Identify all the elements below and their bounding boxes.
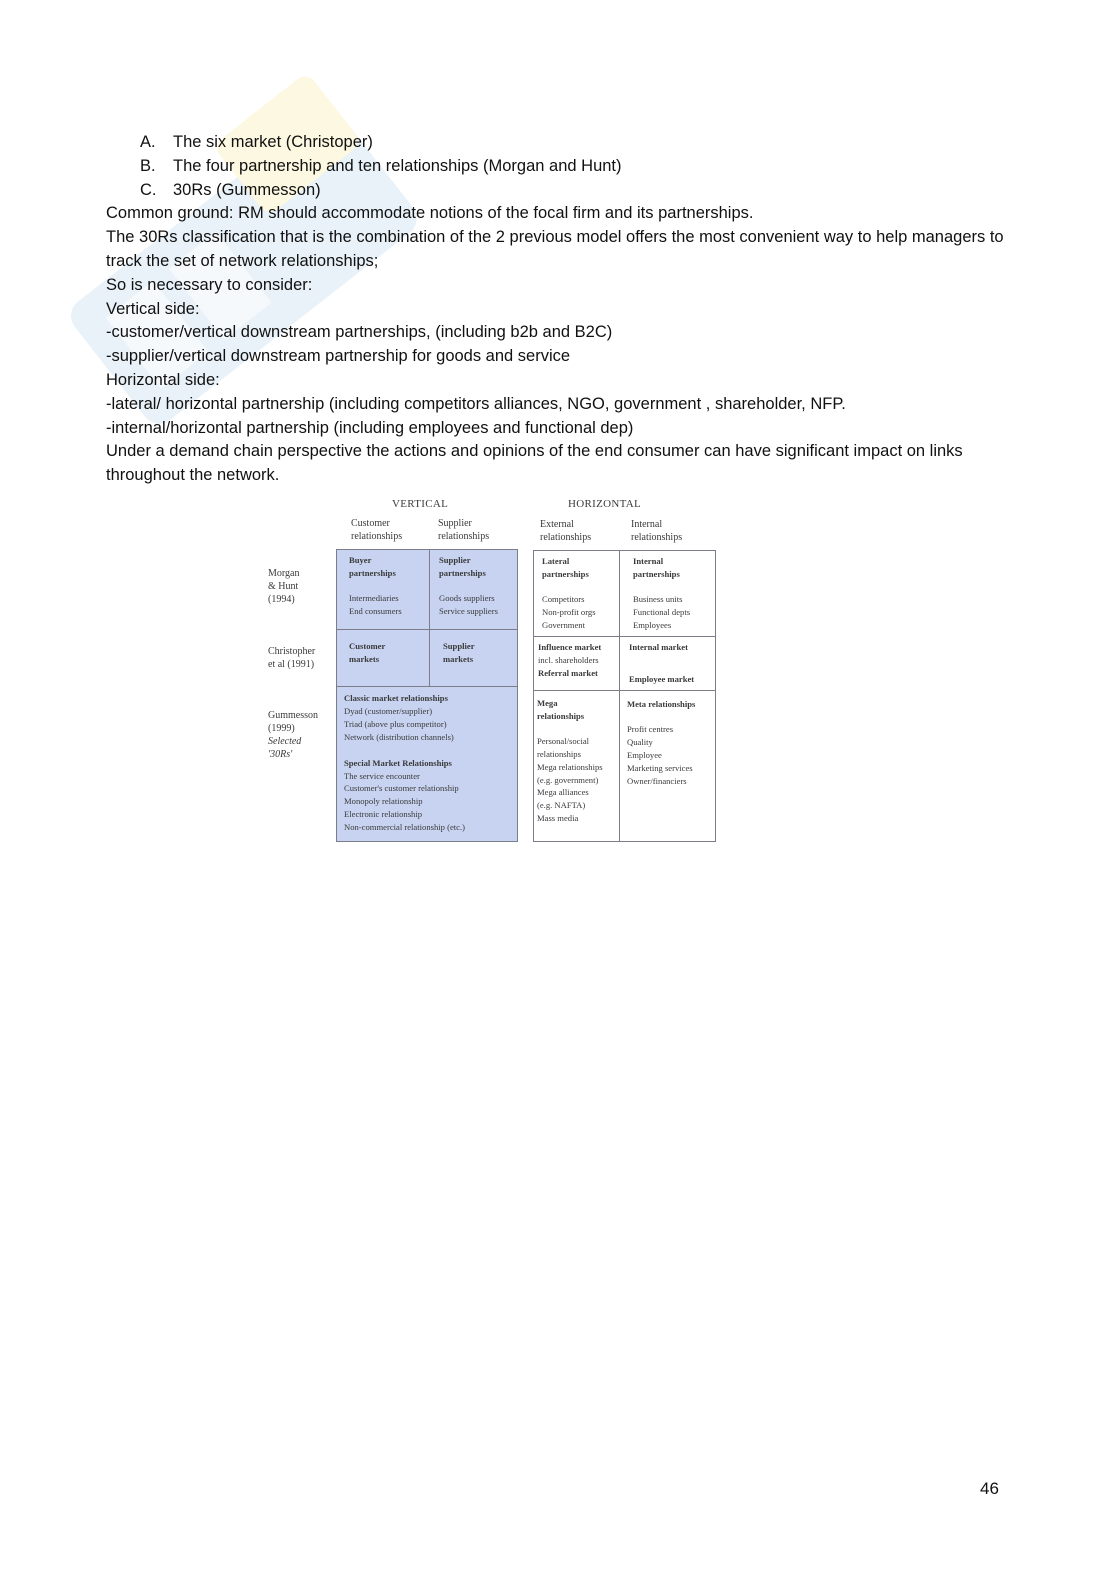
cell-gummesson-market-relationships: Classic market relationships Dyad (customer/supplier) Triad (above plus competitor) Network (distribution channels) Special Market Relationships The service encounter Customer's customer relationship Monopoly relationship Electronic relationship Non-commercial relationship (etc.) — [344, 693, 465, 833]
cell-buyer-partnerships: Buyer partnerships Intermediaries End consumers — [349, 555, 402, 616]
paragraph: The 30Rs classification that is the combination of the 2 previous model offers the most convenient way to help managers to track the set of network relationships; — [106, 228, 1004, 270]
list-item: C. 30Rs (Gummesson) — [140, 180, 321, 199]
cell-meta-relationships: Meta relationships Profit centres Quality Employee Marketing services Owner/financiers — [627, 699, 696, 786]
cell-influence-referral-market: Influence market incl. shareholders Referral market — [538, 642, 602, 678]
paragraph: -customer/vertical downstream partnerships, (including b2b and B2C) — [106, 323, 613, 342]
col-header-external: External relationships — [540, 519, 592, 543]
row-header-christopher: Christopher et al (1991) — [268, 646, 316, 670]
divider — [336, 629, 518, 630]
divider — [533, 690, 716, 691]
cell-internal-market: Internal market — [629, 642, 688, 652]
cell-supplier-markets: Supplier markets — [443, 641, 475, 664]
list-item: B. The four partnership and ten relationships (Morgan and Hunt) — [140, 156, 622, 175]
row-header-gummesson: Gummesson (1999) Selected '30Rs' — [268, 710, 318, 760]
divider — [429, 549, 430, 687]
divider — [533, 636, 716, 637]
cell-customer-markets: Customer markets — [349, 641, 386, 664]
relationships-figure — [262, 496, 732, 848]
horizontal-header: HORIZONTAL — [568, 498, 641, 510]
paragraph: Under a demand chain perspective the actions and opinions of the end consumer can have significant impact on links throughout the network. — [106, 442, 963, 485]
body-text — [106, 131, 1006, 488]
list-item: A. The six market (Christoper) — [140, 133, 373, 151]
paragraph: So is necessary to consider: — [106, 275, 313, 294]
divider — [336, 686, 518, 687]
col-header-customer: Customer relationships — [351, 518, 403, 542]
cell-internal-partnerships: Internal partnerships Business units Functional depts Employees — [633, 556, 691, 630]
paragraph: -supplier/vertical downstream partnership for goods and service — [106, 347, 571, 366]
col-header-internal: Internal relationships — [631, 519, 683, 543]
paragraph: -lateral/ horizontal partnership (including competitors alliances, NGO, government , shareholder, NFP. — [106, 394, 846, 413]
col-header-supplier: Supplier relationships — [438, 518, 490, 542]
cell-supplier-partnerships: Supplier partnerships Goods suppliers Service suppliers — [439, 555, 498, 616]
row-header-morgan-hunt: Morgan & Hunt (1994) — [268, 568, 300, 605]
vertical-header: VERTICAL — [392, 498, 449, 510]
paragraph: Vertical side: — [106, 299, 200, 318]
paragraph: Common ground: RM should accommodate notions of the focal firm and its partnerships. — [106, 204, 754, 223]
page-number: 46 — [980, 1479, 999, 1498]
numbered-list — [140, 131, 1006, 202]
cell-lateral-partnerships: Lateral partnerships Competitors Non-profit orgs Government — [542, 556, 596, 630]
paragraph: -internal/horizontal partnership (including employees and functional dep) — [106, 418, 634, 437]
cell-employee-market: Employee market — [629, 674, 695, 684]
divider — [619, 550, 620, 841]
cell-mega-relationships: Mega relationships Personal/social relationships Mega relationships (e.g. government) Mega alliances (e.g. NAFTA) Mass media — [537, 698, 603, 824]
paragraph: Horizontal side: — [106, 370, 220, 389]
